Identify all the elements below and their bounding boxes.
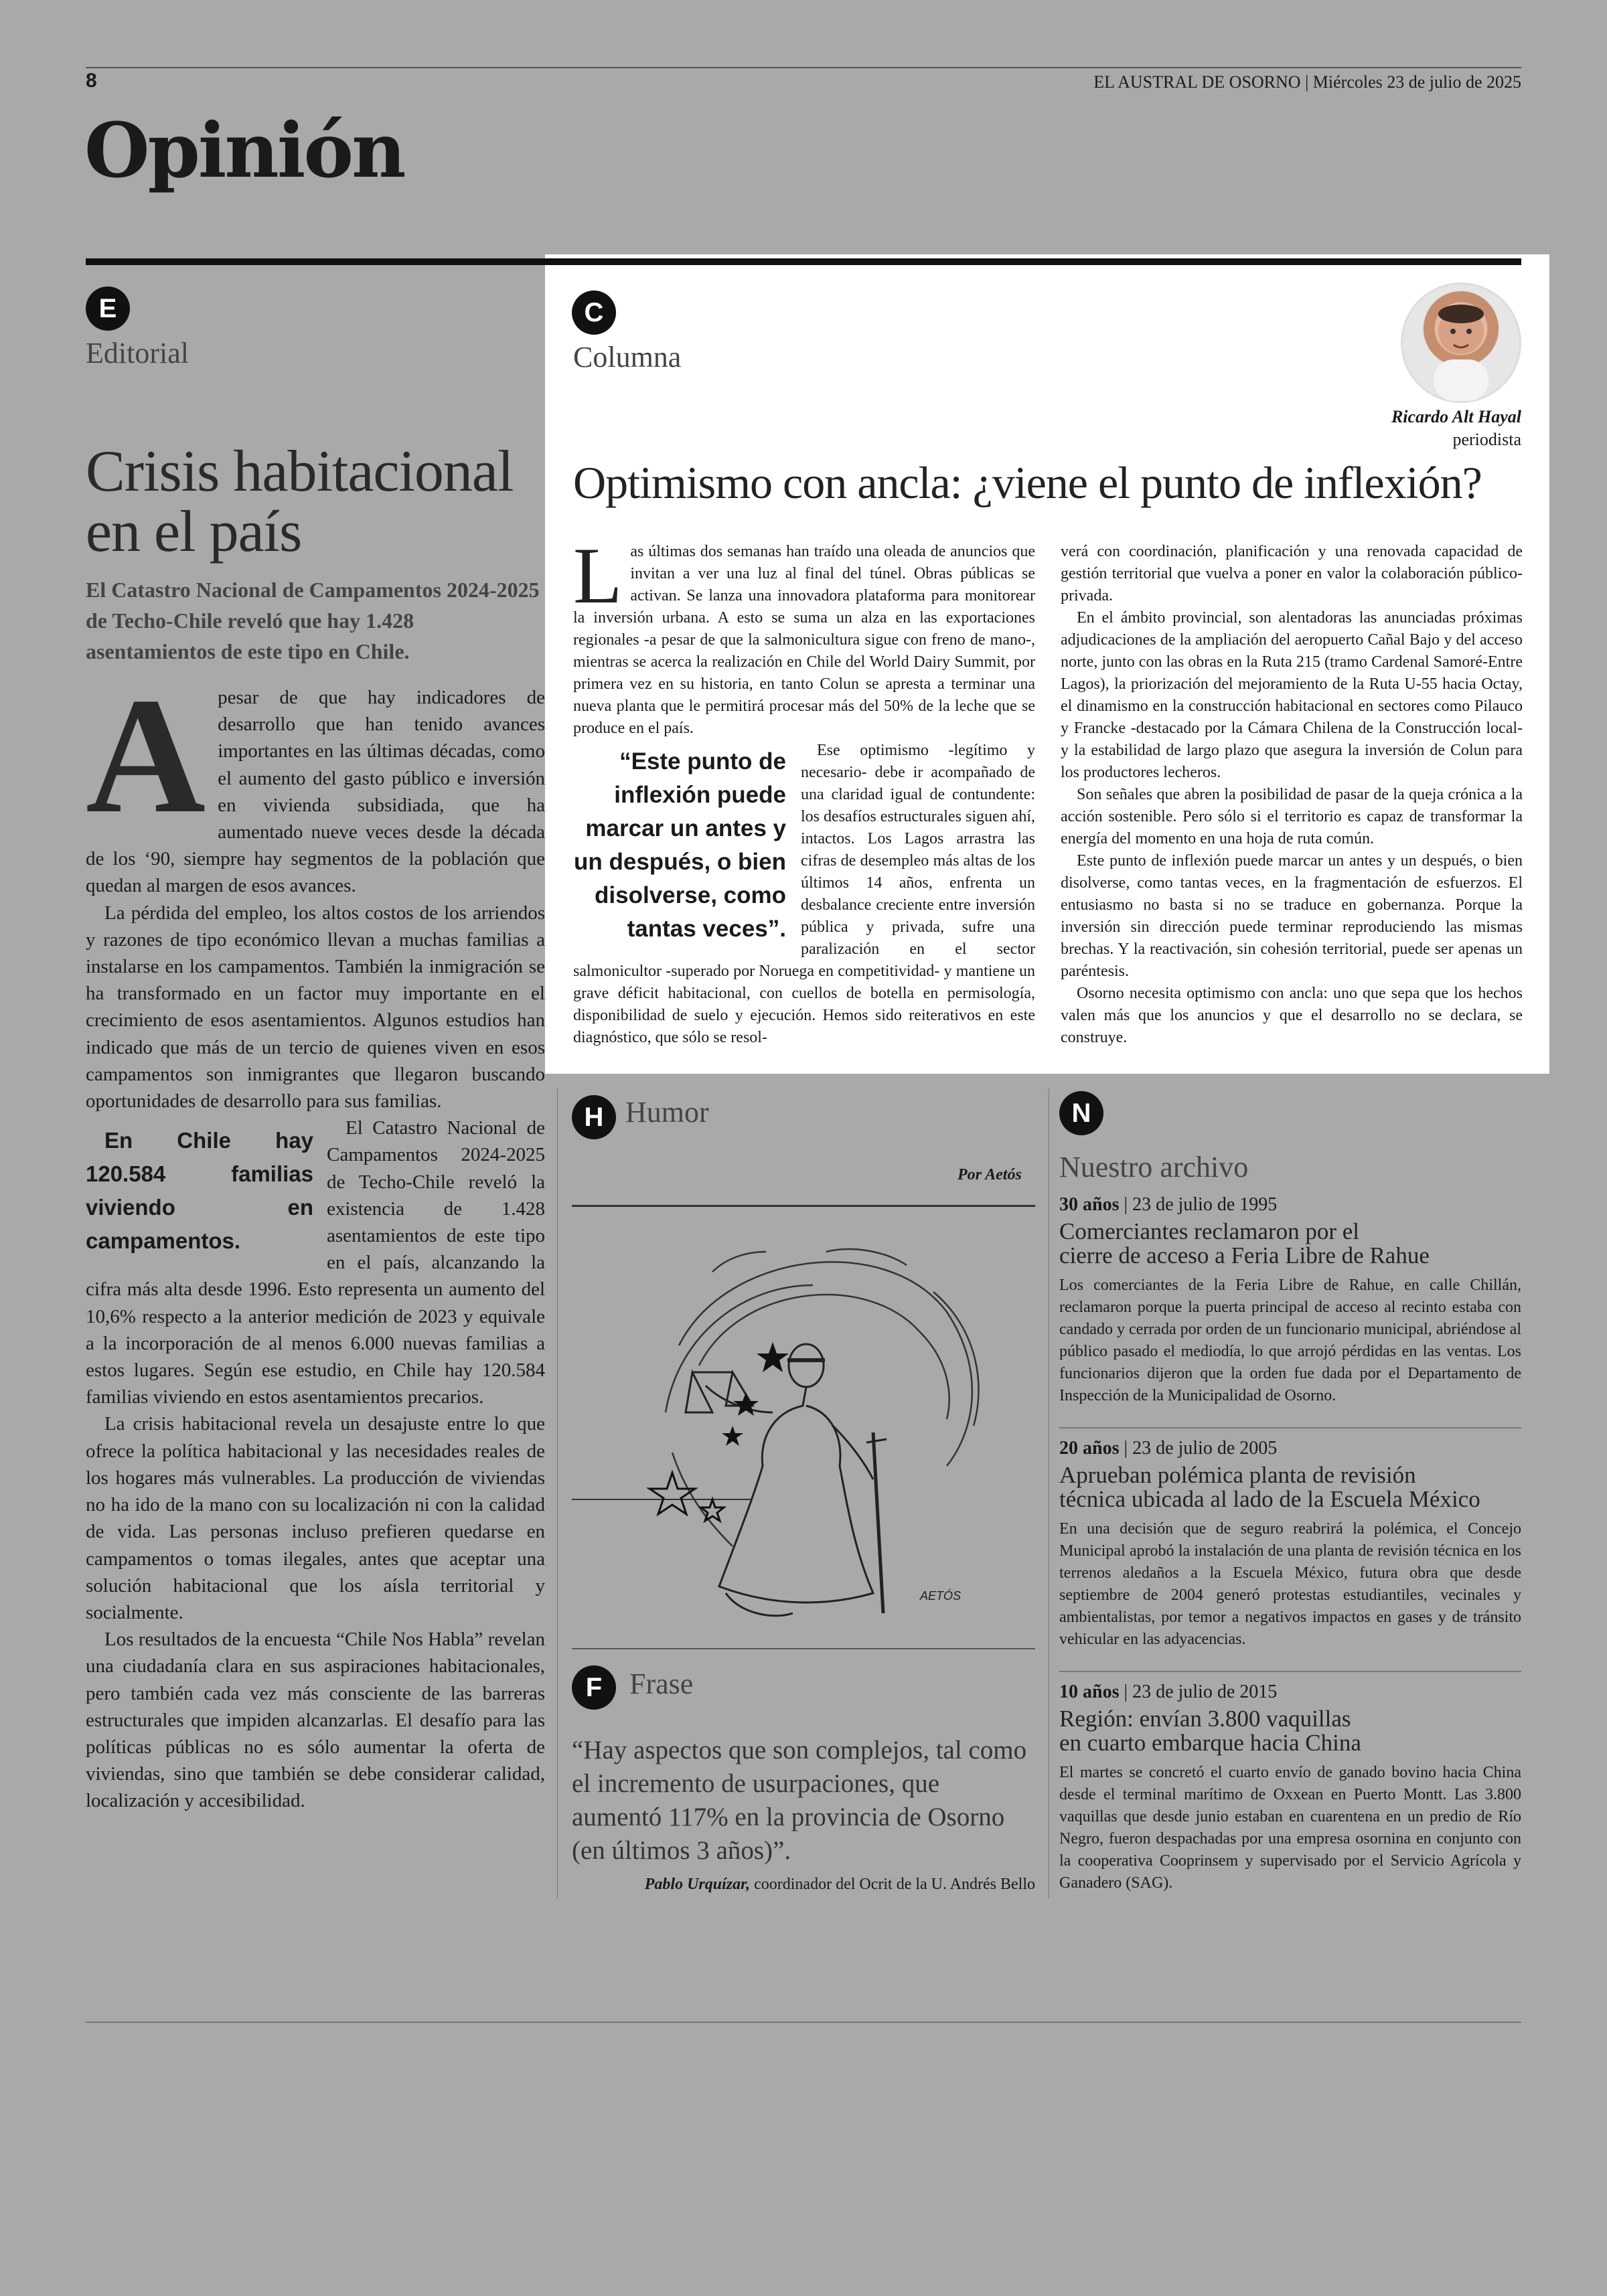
column-paragraph: Ese optimismo -legítimo y necesario- debe ir acompañado de una claridad igual de contundente: los desafíos estructurales siguen ahí, intactos. Los Lagos arrastra las cifras de desempleo más altas de los últimos 14 años, enfrenta un desbalance creciente entre inversión pública y privada, sufre una paralización en el sector salmonicultor -superado por Noruega en competitividad- y mantiene un grave déficit habitacional, con cuellos de botella en permisología, disponibilidad de suelo y ejecución. Hemos sido reiterativos en este diagnóstico, que sólo se resol-	[573, 742, 1035, 1046]
editorial-paragraph: Los resultados de la encuesta “Chile Nos Habla” revelan una ciudadanía clara en sus aspiraciones habitacionales, pero también cada vez más consciente de las barreras estructurales que impiden alcanzarlas. El desafío para las políticas públicas no es sólo aumentar la oferta de viviendas, sino que también se debe considerar calidad, localización y accesibilidad.	[86, 1629, 545, 1812]
archive-body: En una decisión que de seguro reabrirá la polémica, el Concejo Municipal aprobó la instalación de una planta de revisión técnica en los terrenos aledaños a la Escuela México, futura obra que desde septiembre de 2004 generó protestas estudiantiles, vecinales y ambientalistas, por temor a negativos impactos en gases y de tránsito vehicular en las adyacencias.	[1059, 1520, 1521, 1648]
masthead: EL AUSTRAL DE OSORNO | Miércoles 23 de julio de 2025	[1093, 72, 1521, 92]
frase-author: Pablo Urquízar,	[644, 1876, 751, 1893]
author-photo	[1401, 282, 1521, 403]
column-body-right	[1061, 541, 1523, 1049]
editorial-pull-quote: En Chile hay 120.584 familias viviendo en campamentos.	[86, 1128, 313, 1254]
column-paragraph: Osorno necesita optimismo con ancla: uno que sepa que los hechos valen más que los anuncios y que el desarrollo no se declara, se construye.	[1061, 985, 1523, 1046]
archivo-badge: N	[1059, 1091, 1103, 1135]
column-badge: C	[572, 291, 616, 335]
archive-separator	[1059, 1427, 1521, 1428]
archive-headline	[1059, 1463, 1521, 1511]
archive-date-text: | 23 de julio de 2005	[1119, 1438, 1278, 1459]
cartoon-credit: Por Aetós	[958, 1166, 1022, 1183]
archive-item	[1059, 1438, 1521, 1651]
column-title: Optimismo con ancla: ¿viene el punto de inflexión?	[573, 457, 1482, 508]
frase-quote: “Hay aspectos que son complejos, tal como el incremento de usurpaciones, que aumentó 117% en la provincia de Osorno (en últimos 3 años)”.	[572, 1736, 1027, 1865]
archive-date-text: | 23 de julio de 1995	[1119, 1194, 1278, 1215]
frase-author-role: coordinador del Ocrit de la U. Andrés Bello	[750, 1876, 1035, 1893]
footer-rule	[86, 2022, 1521, 2023]
archive-headline-line: en cuarto embarque hacia China	[1059, 1730, 1361, 1756]
cartoon-illustration	[572, 1212, 1035, 1627]
author-role: periodista	[1452, 430, 1521, 449]
humor-rule	[572, 1205, 1035, 1207]
editorial-body	[86, 663, 545, 1815]
column-paragraph: En el ámbito provincial, son alentadoras las anunciadas próximas adjudicaciones de la ampliación del aeropuerto Cañal Bajo y del acceso norte, junto con las obras en la Ruta 215 (tramo Cardenal Samoré-Entre Lagos), la priorización del mejoramiento de la Ruta U-55 hacia Octay, el dinamismo en la construcción habitacional en sectores como Pilauco y Francke -destacado por la Cámara Chilena de la Construcción local- y la estabilidad de largo plazo que asegura la inversión de Colun para los productores lecheros.	[1061, 609, 1523, 781]
header-rule	[86, 67, 1521, 68]
editorial-title-line2: en el país	[86, 499, 302, 564]
editorial-title-line1: Crisis habitacional	[86, 439, 514, 504]
archive-headline-line: cierre de acceso a Feria Libre de Rahue	[1059, 1242, 1430, 1268]
editorial-paragraph: El Catastro Nacional de Campamentos 2024-2025 de Techo-Chile reveló la existencia de 1.428 asentamientos de este tipo en el país, alcanzando la cifra más alta desde 1996. Esto representa un aumento del 10,6% respecto a la anterior medición de 2023 y equivale a la incorporación de al menos 6.000 nuevas familias a estos lugares. Según ese estudio, en Chile hay 120.584 familias viviendo en estos asentamientos precarios.	[86, 1117, 545, 1408]
frase-badge: F	[572, 1665, 616, 1710]
archive-item	[1059, 1194, 1521, 1407]
editorial-top-rule	[86, 258, 545, 265]
column-paragraph: Son señales que abren la posibilidad de pasar de la queja crónica a la acción sostenible. Pero sólo si el territorio es capaz de transformar la energía del momento en una hoja de ruta común.	[1061, 786, 1523, 847]
archive-years: 20 años	[1059, 1438, 1120, 1459]
archive-body: El martes se concretó el cuarto envío de ganado bovino hacia China desde el terminal marítimo de Oxxean en Puerto Montt. Las 3.800 vaquillas que desde junio estaban en cuarentena en un predio de Río Negro, fueron despachadas por una empresa osornina en conjunto con la cooperativa Cooprinsem y supervisado por el Servicio Agrícola y Ganadero (SAG).	[1059, 1764, 1521, 1892]
archive-headline-line: Región: envían 3.800 vaquillas	[1059, 1706, 1351, 1732]
column-divider	[557, 1088, 558, 1898]
column-paragraph: verá con coordinación, planificación y una renovada capacidad de gestión territorial que vuelva a poner en valor la colaboración público-privada.	[1061, 543, 1523, 604]
archive-date	[1059, 1438, 1521, 1459]
archive-headline-line: técnica ubicada al lado de la Escuela México	[1059, 1486, 1480, 1512]
archive-body: Los comerciantes de la Feria Libre de Rahue, en calle Chillán, reclamaron porque la puerta principal de acceso al recinto estaba con candado y cerrada por orden de un funcionario municipal, abriéndose al público pasado el mediodía, lo que arrojó pérdidas en las ventas. Los funcionarios dijeron que la orden fue dada por el Departamento de Inspección de la Municipalidad de Osorno.	[1059, 1277, 1521, 1404]
archive-item	[1059, 1682, 1521, 1894]
archive-headline	[1059, 1707, 1521, 1755]
column-box	[545, 254, 1549, 1074]
archive-years: 30 años	[1059, 1194, 1120, 1215]
archive-headline	[1059, 1220, 1521, 1268]
section-title: Opinión	[84, 107, 404, 195]
column-pull-quote: “Este punto de inflexión puede marcar un antes y un después, o bien disolverse, como tantas veces”.	[574, 748, 786, 942]
archive-date	[1059, 1194, 1521, 1216]
cartoon-signature: AETÓS	[920, 1589, 962, 1603]
justice-cartoon	[572, 1212, 1035, 1627]
page-number: 8	[86, 70, 97, 92]
editorial-dropcap: A	[86, 663, 206, 847]
archive-years: 10 años	[1059, 1682, 1120, 1702]
humor-label: Humor	[625, 1096, 709, 1129]
editorial-lead: El Catastro Nacional de Campamentos 2024-2025 de Techo-Chile reveló que hay 1.428 asentamientos de este tipo en Chile.	[86, 578, 540, 663]
editorial-paragraph: La pérdida del empleo, los altos costos de los arriendos y razones de tipo económico llevan a muchas familias a instalarse en los campamentos. También la inmigración se ha transformado en un factor muy importante en el crecimiento de esos asentamientos. Algunos estudios han indicado que más de un tercio de quienes viven en esos campamentos son inmigrantes que llegaron buscando oportunidades de desarrollo para sus familias.	[86, 902, 545, 1113]
editorial-badge: E	[86, 286, 130, 331]
archive-headline-line: Comerciantes reclamaron por el	[1059, 1218, 1359, 1244]
column-paragraph: as últimas dos semanas han traído una oleada de anuncios que invitan a ver una luz al final del túnel. Obras públicas se activan. Se lanza una innovadora plataforma para monitorear la inversión urbana. A esto se suma un alza en las exportaciones regionales -a pesar de que la salmonicultura sigue con freno de mano-, mientras se acerca la realización en Chile del World Dairy Summit, por primera vez en su historia, en tanto Colun se apresta a terminar una nueva planta que le permitirá procesar más del 50% de la leche que se produce en el país.	[573, 543, 1035, 737]
archive-date	[1059, 1682, 1521, 1703]
author-photo-avatar	[1403, 284, 1519, 401]
frase-rule	[572, 1648, 1035, 1649]
editorial-title	[86, 439, 545, 564]
humor-badge: H	[572, 1095, 616, 1139]
column-dropcap: L	[573, 531, 623, 620]
archive-separator	[1059, 1671, 1521, 1672]
editorial-paragraph: La crisis habitacional revela un desajuste entre lo que ofrece la política habitacional y las necesidades reales de los hogares más vulnerables. La producción de viviendas no ha ido de la mano con su localización ni con la calidad de vida. Las personas incluso prefieren quedarse en campamentos o tomas ilegales, antes que aceptar una solución habitacional que los aísla territorial y socialmente.	[86, 1413, 545, 1623]
column-paragraph: Este punto de inflexión puede marcar un antes y un después, o bien disolverse, como tantas veces, en la fragmentación de esfuerzos. El entusiasmo no basta si no se traduce en gobernanza. Porque la inversión sin dirección puede terminar reproduciendo las mismas brechas. Y la reactivación, sin cohesión territorial, puede ser apenas un paréntesis.	[1061, 852, 1523, 980]
editorial-paragraph: pesar de que hay indicadores de desarrollo que han tenido avances importantes en las últimas décadas, como el aumento del gasto público e inversión en vivienda subsidiada, que ha aumentado nueve veces desde la década de los ‘90, siempre hay segmentos de la población que quedan al margen de esos avances.	[86, 687, 545, 897]
archive-headline-line: Aprueban polémica planta de revisión	[1059, 1462, 1416, 1488]
column-top-rule	[545, 258, 1521, 265]
column-label: Columna	[573, 341, 682, 374]
author-name: Ricardo Alt Hayal	[1391, 407, 1521, 426]
editorial-label: Editorial	[86, 337, 189, 370]
archivo-label: Nuestro archivo	[1059, 1151, 1249, 1183]
frase-label: Frase	[629, 1667, 694, 1700]
editorial-article	[86, 439, 545, 1815]
archive-date-text: | 23 de julio de 2015	[1119, 1682, 1278, 1702]
column-body-left	[573, 531, 1035, 1049]
frase-attribution	[572, 1876, 1035, 1894]
